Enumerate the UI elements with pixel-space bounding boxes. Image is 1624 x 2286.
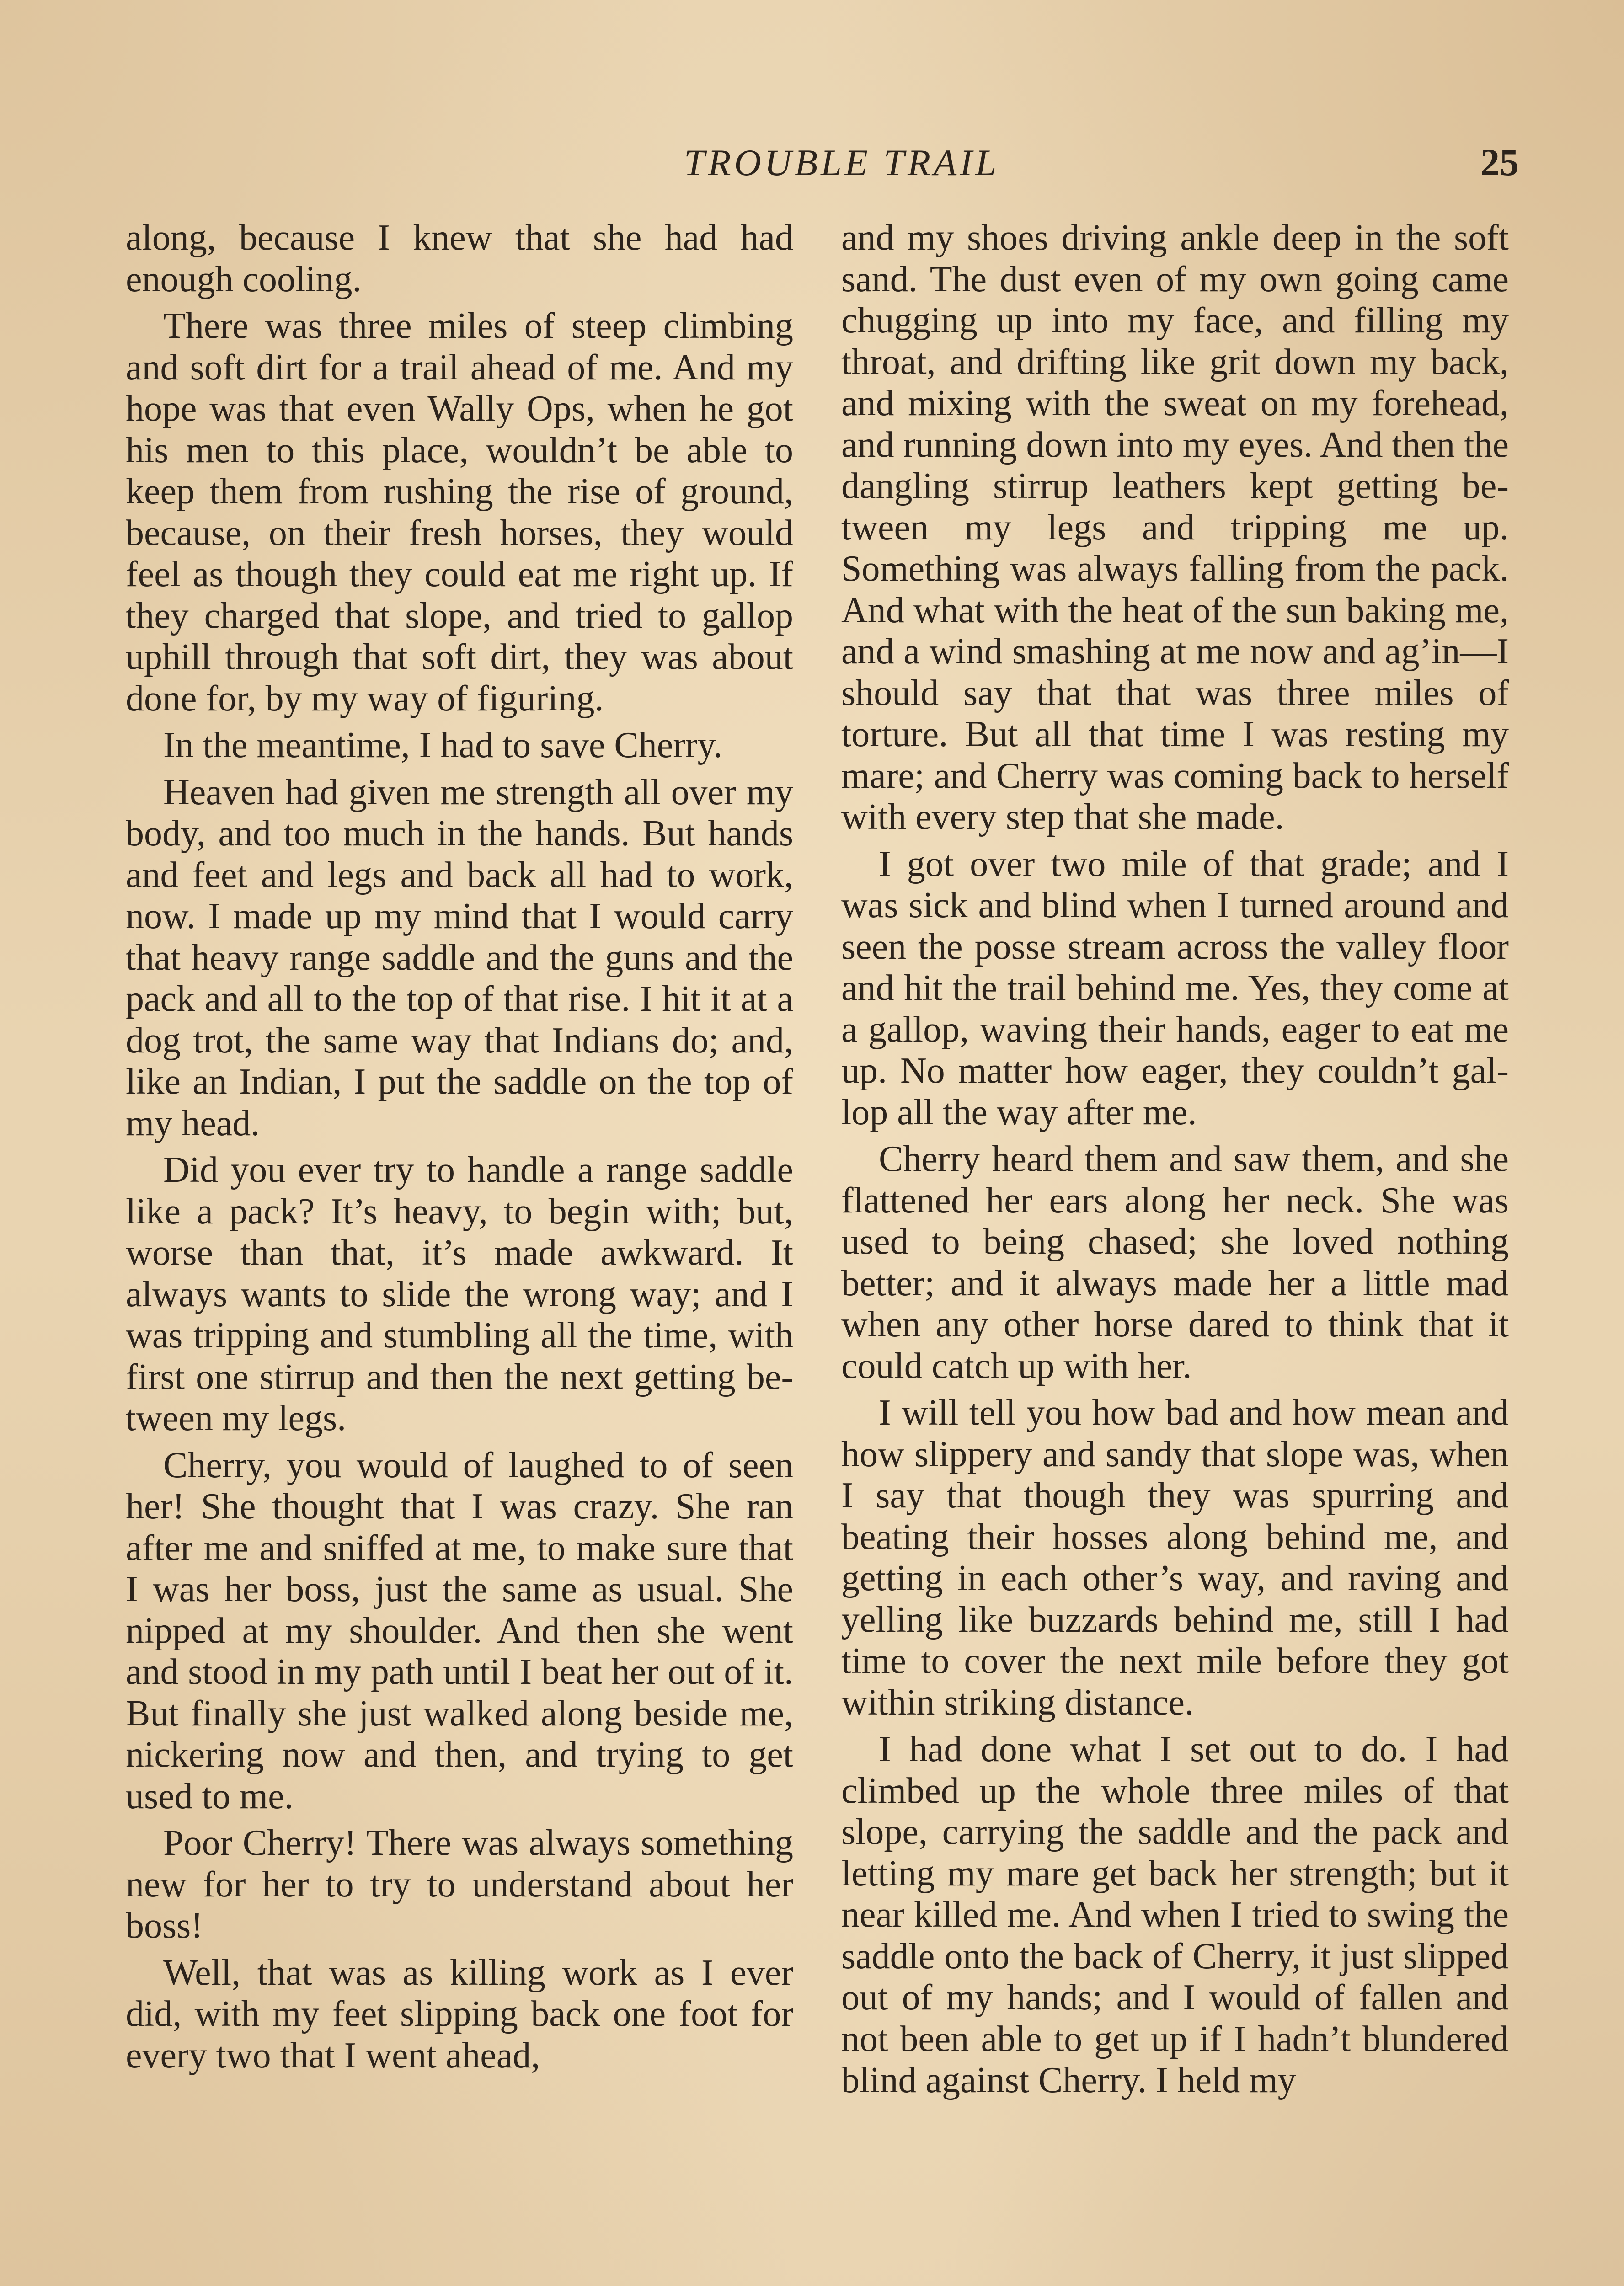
paragraph: There was three miles of steep climbing and soft dirt for a trail ahead of me. And my hope was that even Wally Ops, when he got his men to this place, wouldn’t be able to keep them from rushing the rise of ground, because, on their fresh horses, they would feel as though they could eat me right up. If they charged that slope, and tried to gallop uphill through that soft dirt, they was about done for, by my way of figuring. — [126, 306, 793, 719]
right-column — [841, 217, 1509, 2286]
paragraph: In the meantime, I had to save Cherry. — [163, 725, 723, 765]
paragraph: I had done what I set out to do. I had climbed up the whole three miles of that slope, carrying the saddle and the pack and letting my mare get back her strength; but it near killed me. And when I tried to swing the saddle onto the back of Cherry, it just slipped out of my hands; and I would of fallen and not been able to get up if I hadn’t blundered blind against Cherry. I held my — [841, 1729, 1509, 2100]
paragraph: and my shoes driving ankle deep in the soft sand. The dust even of my own going came chugging up into my face, and filling my throat, and drifting like grit down my back, and mixing with the sweat on my forehead, and running down into my eyes. And then the dangling stirrup leathers kept getting between my legs and tripping me up. Something was always falling from the pack. And what with the heat of the sun baking me, and a wind smashing at me now and ag’in—I should say that that was three miles of torture. But all that time I was resting my mare; and Cherry was coming back to herself with every step that she made. — [841, 218, 1509, 837]
page-number: 25 — [1480, 141, 1519, 184]
running-title: TROUBLE TRAIL — [684, 142, 1000, 183]
paragraph: along, because I knew that she had had enough cooling. — [126, 218, 793, 299]
paragraph: Well, that was as killing work as I ever did, with my feet slipping back one foot for every two that I went ahead, — [126, 1952, 793, 2076]
paragraph: Cherry, you would of laughed to of seen her! She thought that I was crazy. She ran after me and sniffed at me, to make sure that I was her boss, just the same as usual. She nipped at my shoulder. And then she went and stood in my path until I beat her out of it. But finally she just walked along beside me, nickering now and then, and trying to get used to me. — [126, 1445, 793, 1816]
running-head — [0, 131, 1624, 195]
left-column — [126, 217, 793, 2286]
paragraph: Cherry heard them and saw them, and she flattened her ears along her neck. She was used to being chased; she loved nothing better; and it always made her a little mad when any other horse dared to think that it could catch up with her. — [841, 1139, 1509, 1386]
paragraph: Heaven had given me strength all over my body, and too much in the hands. But hands and feet and legs and back all had to work, now. I made up my mind that I would carry that heavy range saddle and the guns and the pack and all to the top of that rise. I hit it at a dog trot, the same way that Indians do; and, like an Indian, I put the saddle on the top of my head. — [126, 772, 793, 1143]
paragraph: I will tell you how bad and how mean and how slippery and sandy that slope was, when I say that though they was spurring and beating their hosses along behind me, and getting in each other’s way, and raving and yelling like buzzards behind me, still I had time to cover the next mile before they got within striking distance. — [841, 1393, 1509, 1723]
paragraph: Did you ever try to handle a range saddle like a pack? It’s heavy, to begin with; but, worse than that, it’s made awkward. It always wants to slide the wrong way; and I was tripping and stumbling all the time, with first one stirrup and then the next getting between my legs. — [126, 1150, 793, 1438]
paragraph: Poor Cherry! There was always something new for her to try to understand about her boss! — [126, 1823, 793, 1946]
paragraph: I got over two mile of that grade; and I was sick and blind when I turned around and seen the posse stream across the valley floor and hit the trail behind me. Yes, they come at a gallop, waving their hands, eager to eat me up. No matter how eager, they couldn’t gallop all the way after me. — [841, 844, 1509, 1132]
